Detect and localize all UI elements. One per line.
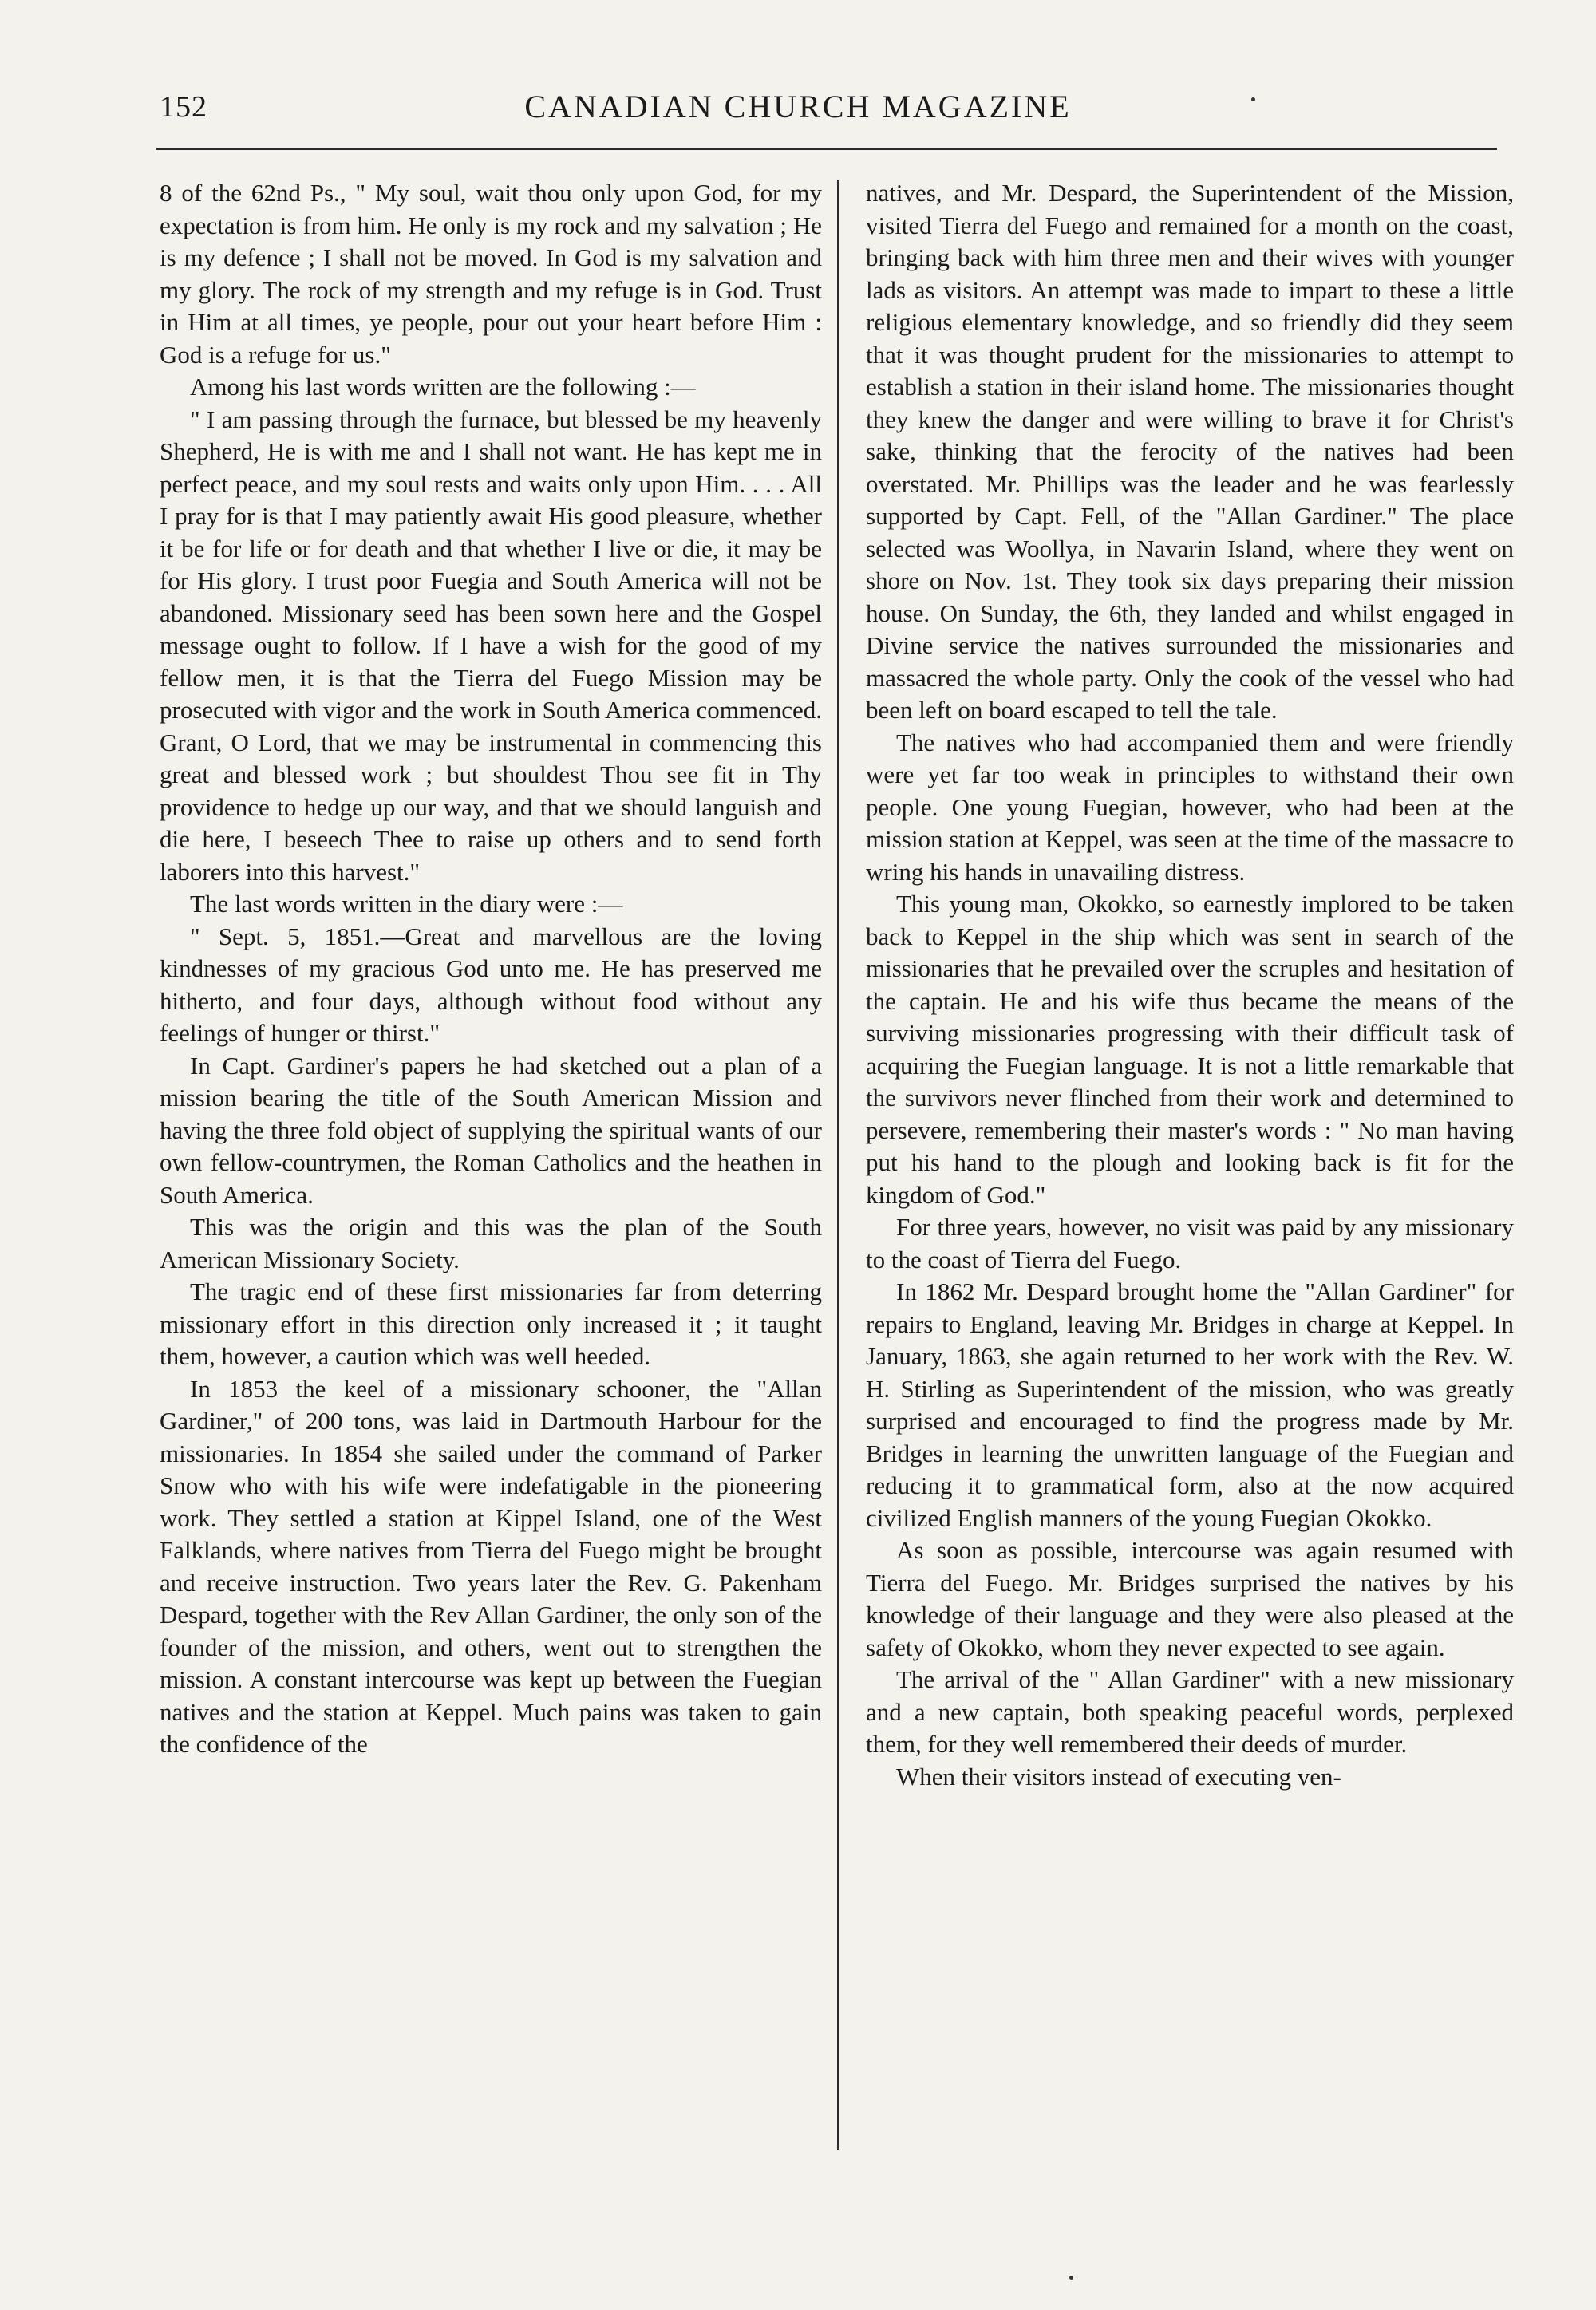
paragraph: For three years, however, no visit was paid by any missionary to the coast of Tierra del Fuego.: [866, 1213, 1514, 1273]
left-column: [160, 177, 822, 1761]
page-number: 152: [160, 90, 207, 124]
paragraph: The last words written in the diary were :—: [190, 890, 623, 918]
paragraph: In Capt. Gardiner's papers he had sketched out a plan of a mission bearing the title of the South American Mission and having the three fold object of supplying the spiritual wants of our own fellow-countrymen, the Roman Catholics and the heathen in South America.: [160, 1051, 822, 1209]
paragraph: This young man, Okokko, so earnestly implored to be taken back to Keppel in the ship which was sent in search of the missionaries that he prevailed over the scruples and hesitation of the captain. He and his wife thus became the means of the surviving missionaries progressing with their difficult task of acquiring the Fuegian language. It is not a little remarkable that the survivors never flinched from their work and determined to persevere, remembering their master's words : " No man having put his hand to the plough and looking back is fit for the kingdom of God.": [866, 890, 1514, 1209]
paragraph: In 1853 the keel of a missionary schooner, the "Allan Gardiner," of 200 tons, was laid in Dartmouth Harbour for the missionaries. In 1854 she sailed under the command of Parker Snow who with his wife were indefatigable in the pioneering work. They settled a station at Kippel Island, one of the West Falklands, where natives from Tierra del Fuego might be brought and receive instruction. Two years later the Rev. G. Pakenham Despard, together with the Rev Allan Gardiner, the only son of the founder of the mission, and others, went out to strengthen the mission. A constant intercourse was kept up between the Fuegian natives and the station at Keppel. Much pains was taken to gain the confidence of the: [160, 1374, 822, 1758]
paragraph: When their visitors instead of executing ven-: [896, 1762, 1341, 1791]
paragraph: As soon as possible, intercourse was again resumed with Tierra del Fuego. Mr. Bridges surprised the natives by his knowledge of their language and they were also pleased at the safety of Okokko, whom they never expected to see again.: [866, 1536, 1514, 1661]
header-rule: [156, 148, 1497, 150]
paragraph: The tragic end of these first missionaries far from deterring missionary effort in this direction only increased it ; it taught them, however, a caution which was well heeded.: [160, 1277, 822, 1370]
column-divider: [837, 180, 839, 2150]
paragraph: " I am passing through the furnace, but blessed be my heavenly Shepherd, He is with me and I shall not want. He has kept me in perfect peace, and my soul rests and waits only upon Him. . . . All I pray for is that I may patiently await His good pleasure, whether it be for life or for death and that whether I live or die, it may be for His glory. I trust poor Fuegia and South America will not be abandoned. Missionary seed has been sown here and the Gospel message ought to follow. If I have a wish for the good of my fellow men, it is that the Tierra del Fuego Mission may be prosecuted with vigor and the work in South America commenced. Grant, O Lord, that we may be instrumental in commencing this great and blessed work ; but shouldest Thou see fit in Thy providence to hedge up our way, and that we should languish and die here, I beseech Thee to raise up others and to send forth laborers into this harvest.": [160, 405, 822, 886]
paragraph: " Sept. 5, 1851.—Great and marvellous are the loving kindnesses of my gracious God unto me. He has preserved me hitherto, and four days, although without food without any feelings of hunger or thirst.": [160, 922, 822, 1047]
paragraph: 8 of the 62nd Ps., " My soul, wait thou only upon God, for my expectation is from him. He only is my rock and my salvation ; He is my defence ; I shall not be moved. In God is my salvation and my glory. The rock of my strength and my refuge is in God. Trust in Him at all times, ye people, pour out your heart before Him : God is a refuge for us.": [160, 179, 822, 369]
paragraph: In 1862 Mr. Despard brought home the "Allan Gardiner" for repairs to England, leaving Mr. Bridges in charge at Keppel. In January, 1863, she again returned to her work with the Rev. W. H. Stirling as Superintendent of the mission, who was greatly surprised and encouraged to find the progress made by Mr. Bridges in learning the unwritten language of the Fuegian and reducing it to grammatical form, also at the now acquired civilized English manners of the young Fuegian Okokko.: [866, 1277, 1514, 1532]
right-column: [866, 177, 1514, 1793]
paragraph: The arrival of the " Allan Gardiner" with a new missionary and a new captain, both speaking peaceful words, perplexed them, for they well remembered their deeds of murder.: [866, 1665, 1514, 1758]
paragraph: Among his last words written are the following :—: [190, 373, 696, 401]
printer-mark: [1251, 97, 1255, 101]
printer-mark: [1069, 2276, 1073, 2280]
paragraph: The natives who had accompanied them and were friendly were yet far too weak in principles to withstand their own people. One young Fuegian, however, who had been at the mission station at Keppel, was seen at the time of the massacre to wring his hands in unavailing distress.: [866, 728, 1514, 886]
paragraph: This was the origin and this was the plan of the South American Missionary Society.: [160, 1213, 822, 1273]
paragraph: natives, and Mr. Despard, the Superintendent of the Mission, visited Tierra del Fuego and remained for a month on the coast, bringing back with him three men and their wives with younger lads as visitors. An attempt was made to impart to these a little religious elementary knowledge, and so friendly did they seem that it was thought prudent for the missionaries to attempt to establish a station in their island home. The missionaries thought they knew the danger and were willing to brave it for Christ's sake, thinking that the ferocity of the natives had been overstated. Mr. Phillips was the leader and he was fearlessly supported by Capt. Fell, of the "Allan Gardiner." The place selected was Woollya, in Navarin Island, where they went on shore on Nov. 1st. They took six days preparing their mission house. On Sunday, the 6th, they landed and whilst engaged in Divine service the natives surrounded the missionaries and massacred the whole party. Only the cook of the vessel who had been left on board escaped to tell the tale.: [866, 179, 1514, 724]
running-head: CANADIAN CHURCH MAGAZINE: [524, 89, 1072, 124]
